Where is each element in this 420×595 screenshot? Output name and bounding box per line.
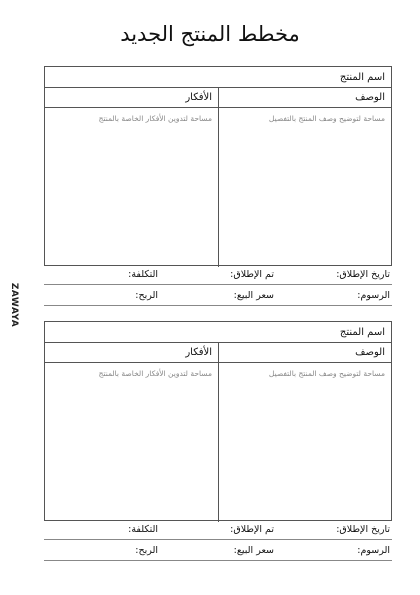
brand-logo <box>4 265 24 345</box>
meta-row <box>44 519 392 540</box>
launched-field[interactable]: تم الإطلاق: <box>230 268 275 280</box>
product-meta-2 <box>44 519 392 561</box>
meta-row <box>44 540 392 561</box>
launch-date-field[interactable]: تاريخ الإطلاق: <box>336 268 390 280</box>
ideas-header: الأفكار <box>185 347 212 358</box>
sale-price-field[interactable]: سعر البيع: <box>233 544 275 556</box>
cost-field[interactable]: التكلفة: <box>128 523 159 535</box>
fees-field[interactable]: الرسوم: <box>357 544 390 556</box>
launched-field[interactable]: تم الإطلاق: <box>230 523 275 535</box>
product-card-1 <box>44 66 392 266</box>
page-title: مخطط المنتج الجديد <box>120 22 300 46</box>
description-header: الوصف <box>218 343 391 362</box>
product-name-label: اسم المنتج <box>339 326 385 338</box>
ideas-area[interactable]: مساحة لتدوين الأفكار الخاصة بالمنتج <box>98 369 212 378</box>
description-header: الوصف <box>218 88 391 107</box>
notes-area <box>45 363 391 522</box>
product-name-label: اسم المنتج <box>339 71 385 83</box>
product-card-2 <box>44 321 392 521</box>
column-headers <box>45 88 391 108</box>
description-area[interactable]: مساحة لتوضيح وصف المنتج بالتفصيل <box>218 363 391 522</box>
sale-price-field[interactable]: سعر البيع: <box>233 289 275 301</box>
cost-field[interactable]: التكلفة: <box>128 268 159 280</box>
fees-field[interactable]: الرسوم: <box>357 289 390 301</box>
meta-row <box>44 285 392 306</box>
product-meta-1 <box>44 264 392 306</box>
ideas-header: الأفكار <box>185 92 212 103</box>
product-name-field[interactable] <box>45 67 391 88</box>
launch-date-field[interactable]: تاريخ الإطلاق: <box>336 523 390 535</box>
description-area[interactable]: مساحة لتوضيح وصف المنتج بالتفصيل <box>218 108 391 267</box>
column-headers <box>45 343 391 363</box>
meta-row <box>44 264 392 285</box>
profit-field[interactable]: الربح: <box>135 544 159 556</box>
product-name-field[interactable] <box>45 322 391 343</box>
ideas-area[interactable]: مساحة لتدوين الأفكار الخاصة بالمنتج <box>98 114 212 123</box>
profit-field[interactable]: الربح: <box>135 289 159 301</box>
brand-logo-text: ZAWAYA <box>9 282 19 328</box>
notes-area <box>45 108 391 267</box>
